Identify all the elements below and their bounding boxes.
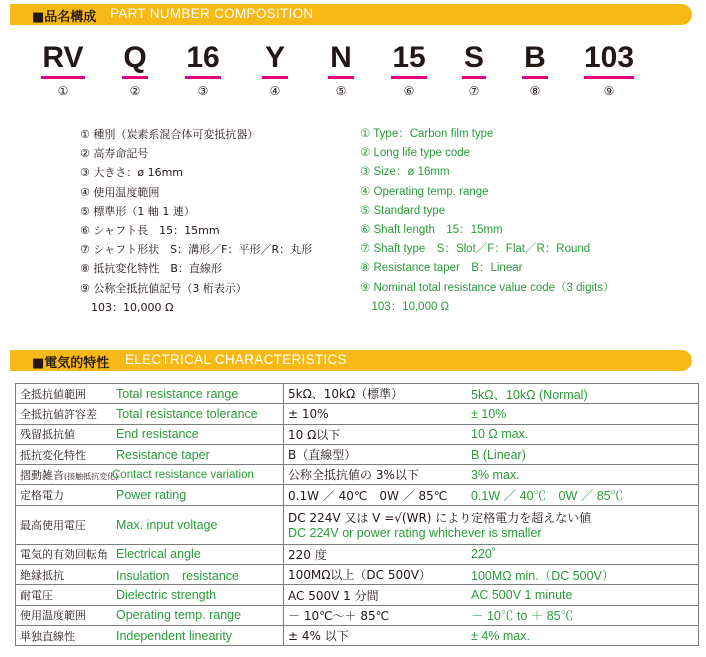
description-item: ① Type：Carbon film type xyxy=(360,128,494,140)
description-item: 103：10,000 Ω xyxy=(80,300,174,314)
description-item: ③ Size：ø 16mm xyxy=(360,166,450,179)
section-title-en: ELECTRICAL CHARACTERISTICS xyxy=(125,352,347,367)
part-code-103: 103 ⑨ xyxy=(583,41,635,98)
part-code-y: Y ④ xyxy=(258,42,292,98)
table-row: 定格電力 Power rating 0.1W ／ 40℃ 0W ／ 85℃ 0.1W ／ 40℃ 0W ／ 85℃ xyxy=(16,485,699,505)
description-list-en xyxy=(360,125,614,317)
table-row: 絶縁抵抗 Insulation resistance 100MΩ以上（DC 500V） 100MΩ min.（DC 500V） xyxy=(16,565,699,585)
description-item: ⑥ Shaft length 15：15mm xyxy=(360,224,503,237)
table-row: 残留抵抗値 End resistance 10 Ω以下 10 Ω max. xyxy=(16,424,699,444)
description-item: ⑤ Standard type xyxy=(360,204,446,217)
table-row: 使用温度範囲 Operating temp. range － 10℃～＋ 85℃ － 10℃ to ＋ 85℃ xyxy=(16,605,699,625)
description-item: ④ 使用温度範囲 xyxy=(80,185,160,199)
section-header-electrical xyxy=(10,350,692,371)
table-row: 全抵抗値範囲 Total resistance range 5kΩ、10kΩ（標準） 5kΩ、10kΩ (Normal) xyxy=(16,384,699,404)
table-row: 抵抗変化特性 Resistance taper B（直線型） B (Linear) xyxy=(16,444,699,464)
description-item: ② 高寿命記号 xyxy=(80,147,149,161)
electrical-characteristics-table xyxy=(15,383,699,646)
section-title-jp: ■品名構成 xyxy=(32,10,97,25)
description-item: ⑤ 標準形（1 軸 1 連） xyxy=(80,204,195,218)
description-item: ⑧ 抵抗変化特性 B：直線形 xyxy=(80,262,222,276)
description-item: ② Long life type code xyxy=(360,147,471,160)
table-row: 電気的有効回転角 Electrical angle 220 度 220˚ xyxy=(16,544,699,564)
description-item: ① 種別（炭素系混合体可変抵抗器） xyxy=(80,128,259,141)
description-item: ③ 大きさ：ø 16mm xyxy=(80,166,184,180)
description-item: ⑥ シャフト長 15：15mm xyxy=(80,224,220,238)
part-code-b: B ⑧ xyxy=(518,42,552,98)
table-row: 最高使用電圧 Max. input voltage DC 224V 又は V =√(WR) により定格電力を超えない値 DC 224V or power rating whichever is smaller xyxy=(16,505,699,544)
part-code-rv: RV ① xyxy=(42,41,84,98)
section-header-part-number xyxy=(10,4,692,25)
table-row: 摺動雑音(接触抵抗変化) Contact resistance variation 公称全抵抗値の 3%以下 3% max. xyxy=(16,465,699,485)
part-code-15: 15 ⑥ xyxy=(392,41,426,98)
description-item: ⑨ 公称全抵抗値記号（3 桁表示） xyxy=(80,281,247,295)
part-code-n: N ⑤ xyxy=(324,42,358,98)
table-row: 全抵抗値許容差 Total resistance tolerance ± 10% ± 10% xyxy=(16,404,699,424)
table-row: 単独直線性 Independent linearity ± 4% 以下 ± 4% max. xyxy=(16,625,699,645)
description-item: ⑨ Nominal total resistance value code（3 digits） xyxy=(360,281,615,294)
part-code-s: S ⑦ xyxy=(463,41,484,98)
description-item: ⑦ Shaft type S：Slot／F：Flat／R：Round xyxy=(360,243,591,256)
section-title-en: PART NUMBER COMPOSITION xyxy=(110,6,314,21)
description-item: ⑧ Resistance taper B：Linear xyxy=(360,262,523,275)
section-title-jp: ■電気的特性 xyxy=(32,356,110,371)
part-code-q: Q ② xyxy=(123,41,147,98)
description-item: ④ Operating temp. range xyxy=(360,185,489,198)
description-list-jp xyxy=(80,125,312,317)
part-code-16: 16 ③ xyxy=(186,41,220,98)
table-row: 耐電圧 Dielectric strength AC 500V 1 分間 AC 500V 1 minute xyxy=(16,585,699,605)
description-item: 103：10,000 Ω xyxy=(360,300,450,313)
description-item: ⑦ シャフト形状 S：溝形／F：平形／R：丸形 xyxy=(80,243,313,257)
